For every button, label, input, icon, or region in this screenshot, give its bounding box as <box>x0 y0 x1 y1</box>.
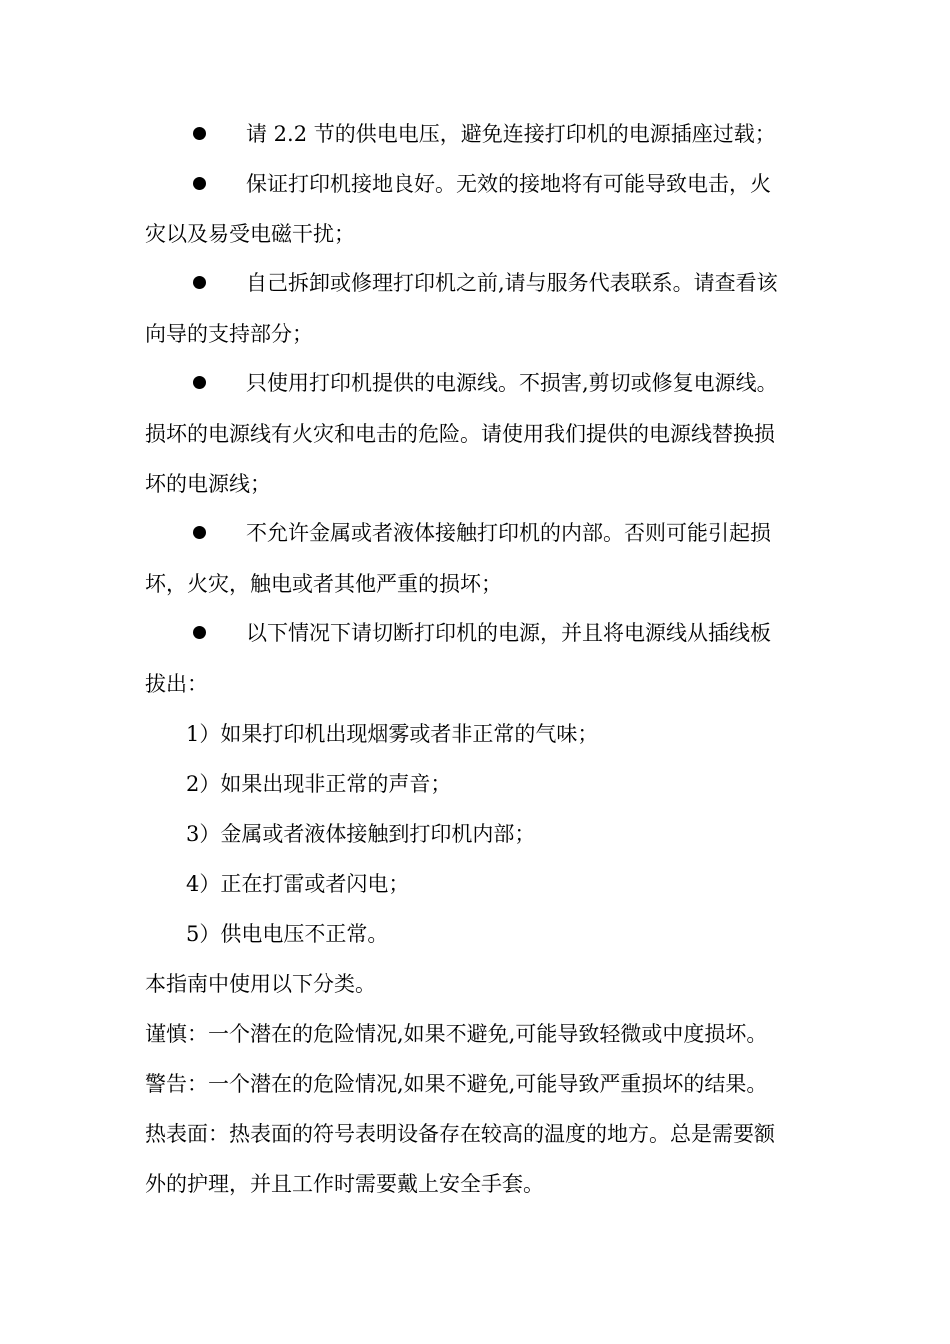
bullet-2-line-1: 保证打印机接地良好。无效的接地将有可能导致电击，火 <box>246 172 771 196</box>
paragraph-classification-intro: 本指南中使用以下分类。 <box>145 972 376 996</box>
bullet-3-line-2: 向导的支持部分； <box>145 322 313 346</box>
bullet-5-line-2: 坏，火灾，触电或者其他严重的损坏； <box>145 572 502 596</box>
bullet-4-line-3: 坏的电源线； <box>145 472 271 496</box>
paragraph-warning: 警告：一个潜在的危险情况,如果不避免,可能导致严重损坏的结果。 <box>145 1072 768 1096</box>
numbered-item-4: 4）正在打雷或者闪电； <box>186 872 410 896</box>
bullet-dot-icon <box>193 376 206 389</box>
paragraph-hot-surface-line-1: 热表面：热表面的符号表明设备存在较高的温度的地方。总是需要额 <box>145 1122 775 1146</box>
bullet-1-line-1: 请 2.2 节的供电电压，避免连接打印机的电源插座过载； <box>246 122 776 146</box>
bullet-dot-icon <box>193 626 206 639</box>
bullet-4-line-2: 损坏的电源线有火灾和电击的危险。请使用我们提供的电源线替换损 <box>145 422 775 446</box>
bullet-dot-icon <box>193 276 206 289</box>
bullet-dot-icon <box>193 177 206 190</box>
numbered-item-3: 3）金属或者液体接触到打印机内部； <box>186 822 536 846</box>
numbered-item-2: 2）如果出现非正常的声音； <box>186 772 452 796</box>
paragraph-hot-surface-line-2: 外的护理，并且工作时需要戴上安全手套。 <box>145 1172 544 1196</box>
bullet-dot-icon <box>193 526 206 539</box>
bullet-4-line-1: 只使用打印机提供的电源线。不损害,剪切或修复电源线。 <box>246 371 778 395</box>
paragraph-caution: 谨慎：一个潜在的危险情况,如果不避免,可能导致轻微或中度损坏。 <box>145 1022 768 1046</box>
bullet-3-line-1: 自己拆卸或修理打印机之前,请与服务代表联系。请查看该 <box>246 271 778 295</box>
bullet-2-line-2: 灾以及易受电磁干扰； <box>145 222 355 246</box>
bullet-5-line-1: 不允许金属或者液体接触打印机的内部。否则可能引起损 <box>246 521 771 545</box>
bullet-6-line-2: 拔出： <box>145 672 208 696</box>
bullet-6-line-1: 以下情况下请切断打印机的电源，并且将电源线从插线板 <box>246 621 771 645</box>
numbered-item-5: 5）供电电压不正常。 <box>186 922 389 946</box>
numbered-item-1: 1）如果打印机出现烟雾或者非正常的气味； <box>186 722 599 746</box>
bullet-dot-icon <box>193 127 206 140</box>
